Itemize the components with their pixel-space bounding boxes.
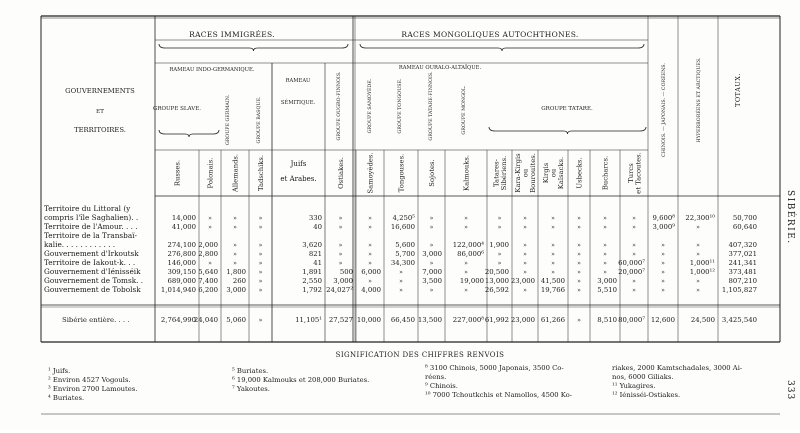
- table-cell: »: [661, 278, 665, 285]
- table-cell: »: [577, 278, 581, 285]
- table-cell: 241,341: [728, 259, 757, 267]
- table-cell: »: [497, 215, 502, 222]
- total-label: Sibérie entière. . . .: [62, 316, 130, 324]
- table-cell: »: [208, 224, 212, 231]
- table-cell: 26,592: [484, 286, 509, 294]
- table-cell: 3,000⁹: [652, 223, 675, 231]
- table-cell: »: [696, 242, 700, 249]
- header-mongol: GROUPE MONGOL.: [462, 85, 467, 135]
- table-cell: »: [368, 251, 372, 258]
- column-header: Kirgis: [542, 162, 550, 184]
- table-cell: 821: [308, 250, 322, 258]
- table-cell: 373,481: [728, 268, 757, 276]
- column-header: Kaïsacks.: [557, 156, 565, 190]
- table-cell: »: [632, 224, 636, 231]
- table-cell: 3,620: [302, 241, 322, 249]
- table-cell: 50,700: [732, 214, 757, 222]
- brace-immigrant: [159, 44, 348, 51]
- table-cell: 19,766: [540, 286, 565, 294]
- territory-label: Territoire du Littoral (y: [44, 204, 131, 213]
- column-header: Tatares-: [492, 159, 501, 187]
- table-cell: »: [208, 260, 212, 267]
- table-cell: 23,000: [510, 277, 535, 285]
- table-cell: 1,792: [302, 286, 322, 294]
- table-cell: 1,000¹¹: [689, 259, 715, 267]
- brace-slavic: [159, 130, 219, 137]
- table-cell: 9,600⁸: [652, 214, 675, 222]
- note-line: réens.: [425, 373, 447, 381]
- note-line: ⁸ 3100 Chinois, 5000 Japonais, 3500 Co-: [425, 364, 564, 372]
- table-cell: »: [523, 251, 527, 258]
- header-tatar-group: GROUPE TATARE.: [541, 106, 593, 112]
- table-cell: »: [661, 260, 665, 267]
- table-cell: 60,640: [732, 223, 757, 231]
- table-cell: »: [523, 287, 527, 294]
- table-cell: »: [577, 260, 581, 267]
- table-cell: 1,900: [489, 241, 509, 249]
- table-cell: »: [497, 251, 502, 258]
- table-cell: »: [258, 242, 263, 249]
- column-header: Tongouses.: [397, 153, 406, 193]
- total-cell: 66,450: [390, 316, 415, 324]
- page-number: 333: [785, 380, 795, 401]
- table-cell: »: [464, 287, 468, 294]
- total-cell: 23,000: [510, 316, 535, 324]
- header-immigrant-races: RACES IMMIGRÉES.: [189, 30, 275, 39]
- note-line: ¹¹ Yukagires.: [612, 382, 656, 390]
- header-chinese: CHINOIS. — JAPONAIS. — CORÉENS.: [662, 63, 667, 157]
- table-cell: 22,300¹⁰: [685, 214, 715, 222]
- note-line: ¹⁰ 7000 Tchoutkchis et Namollos, 4500 Ko-: [425, 391, 573, 399]
- table-cell: »: [464, 224, 468, 231]
- table-cell: »: [632, 278, 636, 285]
- table-cell: 3,000: [333, 277, 353, 285]
- column-header: Polonais.: [206, 157, 215, 189]
- table-cell: 20,000⁷: [618, 268, 645, 276]
- total-cell: 5,060: [226, 316, 246, 324]
- table-cell: »: [399, 278, 403, 285]
- total-cell: 24,040: [193, 316, 218, 324]
- table-cell: »: [603, 269, 607, 276]
- table-cell: 19,000: [459, 277, 484, 285]
- column-header: Turcs: [626, 163, 635, 183]
- header-slavic-group: GROUPE SLAVE.: [153, 106, 201, 112]
- total-cell: 12,600: [650, 316, 675, 324]
- table-cell: »: [399, 287, 403, 294]
- table-cell: 3,000: [422, 250, 442, 258]
- territory-label: Gouvernement de Tobolsk: [44, 285, 141, 294]
- table-cell: »: [464, 215, 468, 222]
- total-cell: 24,500: [690, 316, 715, 324]
- table-cell: 1,800: [226, 268, 246, 276]
- table-cell: »: [464, 269, 468, 276]
- table-cell: »: [661, 287, 665, 294]
- total-cell: 61,266: [540, 316, 565, 324]
- table-cell: 5,600: [395, 241, 415, 249]
- note-line: ¹² Iénisséi-Ostiakes.: [612, 391, 681, 399]
- territory-label: kalie. . . . . . . . . . . .: [44, 240, 116, 249]
- table-cell: 41,500: [540, 277, 565, 285]
- column-header: Samoyèdes.: [366, 152, 375, 194]
- territory-label: Territoire de l'Amour. . . .: [44, 222, 138, 231]
- table-cell: »: [551, 242, 555, 249]
- table-cell: 500: [339, 268, 353, 276]
- column-header: Bourouites.: [529, 153, 537, 193]
- table-cell: »: [551, 260, 555, 267]
- table-cell: 4,000: [361, 286, 381, 294]
- table-cell: »: [661, 251, 665, 258]
- table-cell: »: [577, 242, 581, 249]
- table-cell: »: [551, 269, 555, 276]
- table-cell: 377,021: [728, 250, 757, 258]
- table-cell: 6,200: [198, 286, 218, 294]
- table-cell: »: [258, 287, 263, 294]
- column-header: et Arabes.: [280, 175, 317, 183]
- table-cell: »: [577, 251, 581, 258]
- territory-label: Gouvernement d'Irkoutsk: [44, 249, 139, 258]
- table-cell: »: [368, 278, 372, 285]
- note-line: nos, 6000 Giliaks.: [612, 373, 674, 381]
- column-header: ou: [549, 168, 558, 178]
- table-cell: »: [464, 260, 468, 267]
- table-cell: »: [551, 215, 555, 222]
- note-line: ¹ Juifs.: [48, 367, 71, 375]
- header-samoyed: GROUPE SAMOYÈDE.: [368, 78, 373, 134]
- table-cell: 689,000: [167, 277, 196, 285]
- column-header: et Tacoutes.: [634, 152, 643, 194]
- table-cell: »: [368, 260, 372, 267]
- table-cell: »: [603, 251, 607, 258]
- table-cell: »: [233, 260, 237, 267]
- table-cell: 274,100: [167, 241, 196, 249]
- table-cell: »: [551, 251, 555, 258]
- table-cell: »: [258, 215, 263, 222]
- notes-title: SIGNIFICATION DES CHIFFRES RENVOIS: [335, 351, 505, 359]
- column-header: Juifs: [290, 160, 307, 168]
- total-cell: »: [577, 317, 581, 324]
- table-cell: »: [632, 251, 636, 258]
- table-cell: »: [338, 215, 343, 222]
- note-line: ⁷ Yakoutes.: [232, 385, 270, 393]
- table-cell: »: [208, 215, 212, 222]
- table-cell: 3,000: [226, 286, 246, 294]
- table-cell: »: [497, 260, 502, 267]
- note-line: ⁵ Buriates.: [232, 367, 269, 375]
- total-cell: »: [258, 317, 263, 324]
- column-header: Tadschiks.: [257, 154, 265, 192]
- column-header: Usbecks.: [575, 157, 584, 189]
- table-cell: »: [429, 215, 434, 222]
- table-cell: 16,600: [390, 223, 415, 231]
- note-line: ⁶ 19,000 Kalmouks et 208,000 Buriates.: [232, 376, 370, 384]
- table-cell: »: [368, 242, 372, 249]
- total-cell: 3,425,540: [721, 316, 757, 324]
- column-header: Kara-Kirgis: [514, 153, 522, 193]
- stub-heading-1: GOUVERNEMENTS: [65, 87, 135, 95]
- table-cell: »: [696, 224, 700, 231]
- total-cell: 13,500: [417, 316, 442, 324]
- table-cell: 6,000: [361, 268, 381, 276]
- table-cell: »: [577, 287, 581, 294]
- table-cell: 7,400: [198, 277, 218, 285]
- total-cell: 10,000: [356, 316, 381, 324]
- table-cell: »: [603, 242, 607, 249]
- table-cell: »: [551, 224, 555, 231]
- table-cell: »: [429, 260, 434, 267]
- territory-label: Territoire de la Transbaï-: [44, 231, 137, 240]
- table-cell: 146,000: [167, 259, 196, 267]
- table-cell: »: [603, 215, 607, 222]
- table-cell: »: [233, 224, 237, 231]
- column-header: Ostiakes.: [337, 157, 345, 189]
- header-ougro-finnic: GROUPE OUGRO-FINNOIS.: [337, 71, 342, 141]
- table-cell: »: [258, 278, 263, 285]
- header-basque-group: GROUPE BASQUE.: [257, 96, 262, 144]
- note-line: ² Environ 4527 Vogouls.: [48, 376, 131, 384]
- table-cell: »: [632, 215, 636, 222]
- table-cell: »: [497, 224, 502, 231]
- note-line: riakes, 2000 Kamtschadales, 3000 Ai-: [612, 364, 743, 372]
- table-cell: 34,300: [390, 259, 415, 267]
- header-indo-germanic: RAMEAU INDO-GERMANIQUE.: [169, 67, 255, 73]
- header-semitic-2: SÉMITIQUE.: [280, 100, 316, 106]
- header-germanic-group: GROUPE GERMAIN.: [226, 94, 231, 146]
- table-cell: »: [603, 260, 607, 267]
- stub-heading-3: TERRITOIRES.: [74, 126, 126, 134]
- side-title: SIBÉRIE.: [785, 190, 795, 245]
- table-cell: »: [258, 224, 263, 231]
- table-cell: 1,891: [302, 268, 322, 276]
- table-cell: »: [338, 260, 343, 267]
- table-cell: »: [632, 287, 636, 294]
- table-cell: 7,000: [422, 268, 442, 276]
- table-cell: »: [258, 251, 263, 258]
- table-cell: 3,000: [597, 277, 617, 285]
- column-header: Kalmouks.: [462, 155, 471, 191]
- table-cell: 1,000¹²: [689, 268, 715, 276]
- table-cell: »: [233, 251, 237, 258]
- table-cell: »: [661, 242, 665, 249]
- table-cell: »: [523, 260, 527, 267]
- table-cell: 86,000⁶: [457, 250, 484, 258]
- table-cell: 41,000: [171, 223, 196, 231]
- column-header: Sibériens.: [499, 155, 508, 191]
- table-cell: 5,510: [597, 286, 617, 294]
- table-cell: 276,800: [167, 250, 196, 258]
- table-cell: »: [429, 242, 434, 249]
- header-semitic-1: RAMEAU: [285, 78, 311, 84]
- table-cell: 1,105,827: [721, 286, 757, 294]
- table-cell: »: [338, 242, 343, 249]
- header-totals: TOTAUX.: [734, 72, 742, 108]
- table-cell: 807,210: [728, 277, 757, 285]
- note-line: ⁹ Chinois.: [425, 382, 458, 390]
- table-cell: 13,000: [484, 277, 509, 285]
- territory-label: Gouvernement d'Iénisséik: [44, 267, 141, 276]
- note-line: ⁴ Buriates.: [48, 394, 85, 402]
- total-cell: 61,992: [484, 316, 509, 324]
- table-cell: 2,800: [198, 250, 218, 258]
- table-cell: 2,550: [302, 277, 322, 285]
- stub-heading-2: ET: [95, 109, 105, 115]
- table-cell: 5,700: [395, 250, 415, 258]
- header-tatar-finnic: GROUPE TATARE-FINNOIS.: [429, 71, 434, 141]
- table-cell: 60,000⁷: [618, 259, 645, 267]
- table-cell: »: [696, 287, 700, 294]
- territory-label: compris l'île Saghalien). .: [44, 213, 139, 222]
- column-header: Russes.: [173, 159, 182, 187]
- table-cell: 330: [308, 214, 322, 222]
- total-cell: 8,510: [597, 316, 617, 324]
- table-cell: »: [368, 215, 372, 222]
- table-cell: 3,500: [422, 277, 442, 285]
- table-cell: »: [368, 224, 372, 231]
- table-cell: 41: [313, 259, 322, 267]
- table-cell: »: [258, 269, 263, 276]
- table-text: [44, 30, 797, 402]
- table-cell: 2,000: [198, 241, 218, 249]
- header-hyperborean: HYPERBORÉENS ET ARCTIQUES.: [697, 57, 702, 143]
- brace-tatar: [489, 127, 646, 134]
- table-cell: »: [577, 269, 581, 276]
- table-cell: »: [523, 242, 527, 249]
- table-cell: 14,000: [171, 214, 196, 222]
- table-cell: »: [577, 224, 581, 231]
- table-cell: »: [632, 242, 636, 249]
- table-cell: »: [399, 269, 403, 276]
- brace-mongolic: [360, 44, 644, 51]
- table-cell: 5,640: [198, 268, 218, 276]
- table-cell: »: [429, 224, 434, 231]
- table-cell: »: [523, 215, 527, 222]
- note-line: ³ Environ 2700 Lamoutes.: [48, 385, 138, 393]
- territory-label: Gouvernement de Tomsk. .: [44, 276, 144, 285]
- header-tungus: GROUPE TONGOUSE.: [398, 78, 403, 134]
- column-header: Allemands.: [231, 153, 240, 193]
- table-cell: »: [338, 224, 343, 231]
- table-cell: »: [603, 224, 607, 231]
- table-cell: 309,150: [167, 268, 196, 276]
- column-header: ou: [521, 168, 530, 178]
- total-cell: 80,000⁷: [618, 316, 645, 324]
- table-cell: »: [523, 269, 527, 276]
- table-cell: 260: [232, 277, 246, 285]
- table-cell: 1,014,940: [160, 286, 196, 294]
- table-cell: 24,027²: [326, 286, 353, 294]
- total-cell: 27,527: [328, 316, 353, 324]
- table-cell: »: [523, 224, 527, 231]
- table-cell: »: [661, 269, 665, 276]
- table-cell: »: [258, 260, 263, 267]
- table-cell: »: [338, 251, 343, 258]
- table-cell: »: [233, 242, 237, 249]
- table-cell: 122,000⁴: [452, 241, 484, 249]
- header-mongolic-races: RACES MONGOLIQUES AUTOCHTHONES.: [401, 30, 579, 39]
- table-cell: »: [696, 278, 700, 285]
- table-cell: 20,500: [484, 268, 509, 276]
- column-header: Bucharcs.: [601, 155, 610, 191]
- total-cell: 11,105¹: [295, 316, 322, 324]
- header-uralo-altaic: RAMEAU OURALO-ALTAÏQUE.: [398, 65, 482, 71]
- column-header: Sojotes.: [428, 159, 436, 187]
- territory-label: Territoire de Iakout-k. . .: [44, 258, 136, 267]
- table-cell: 40: [313, 223, 322, 231]
- table-cell: »: [429, 287, 434, 294]
- table-cell: 407,320: [728, 241, 757, 249]
- total-cell: 227,000⁸: [452, 316, 484, 324]
- table-cell: 4,250⁵: [392, 214, 415, 222]
- total-cell: 2,764,990: [160, 316, 196, 324]
- table-cell: »: [233, 215, 237, 222]
- table-cell: »: [696, 251, 700, 258]
- table-cell: »: [577, 215, 581, 222]
